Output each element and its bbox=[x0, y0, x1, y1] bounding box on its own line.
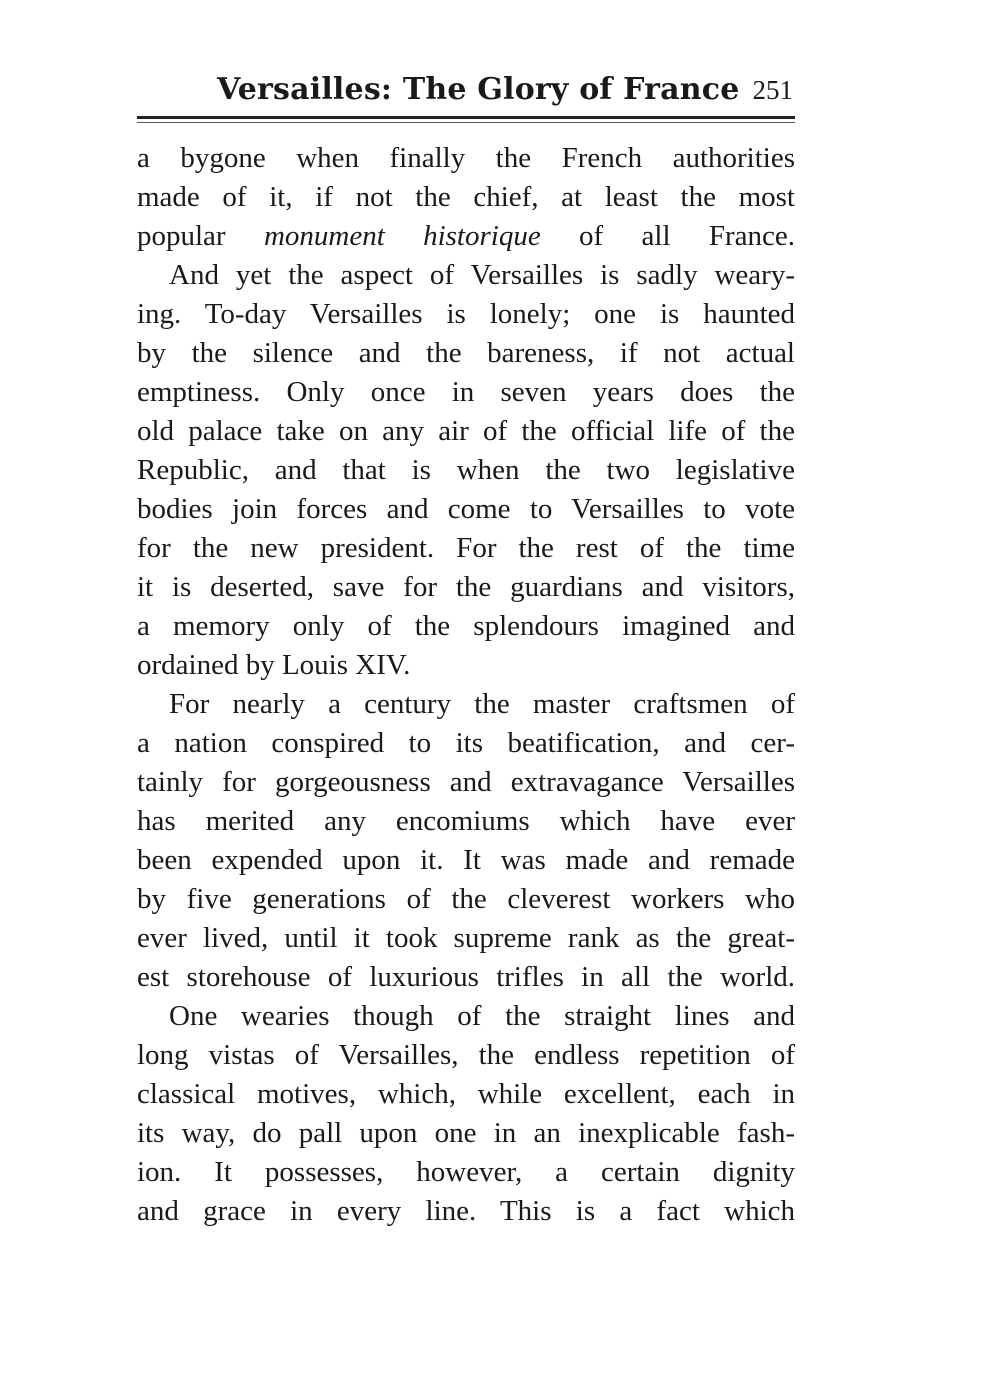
text-line: emptiness. Only once in seven years does the bbox=[137, 376, 795, 408]
text-line: made of it, if not the chief, at least the most bbox=[137, 181, 795, 213]
text-line: for the new president. For the rest of the time bbox=[137, 532, 795, 564]
running-title: Versailles: The Glory of France bbox=[217, 72, 740, 107]
text-line: old palace take on any air of the official life of the bbox=[137, 415, 795, 447]
text-line: its way, do pall upon one in an inexplicable fash- bbox=[137, 1117, 795, 1149]
paragraph-start-line: One wearies though of the straight lines and bbox=[169, 1000, 795, 1032]
text-line: a nation conspired to its beatification, and cer- bbox=[137, 727, 795, 759]
text-line-with-italic bbox=[137, 217, 795, 256]
paragraph-start-line: And yet the aspect of Versailles is sadly weary- bbox=[169, 259, 795, 291]
text-line: long vistas of Versailles, the endless repetition of bbox=[137, 1039, 795, 1071]
header-rule bbox=[137, 116, 795, 119]
header-rule-thin bbox=[137, 122, 795, 123]
text-line: has merited any encomiums which have ever bbox=[137, 805, 795, 837]
text-line: by five generations of the cleverest workers who bbox=[137, 883, 795, 915]
text-line: classical motives, which, while excellent, each in bbox=[137, 1078, 795, 1110]
text-line: tainly for gorgeousness and extravagance Versailles bbox=[137, 766, 795, 798]
text-line: it is deserted, save for the guardians and visitors, bbox=[137, 571, 795, 603]
page-number: 251 bbox=[752, 75, 793, 105]
text-line: been expended upon it. It was made and remade bbox=[137, 844, 795, 876]
text-line: by the silence and the bareness, if not actual bbox=[137, 337, 795, 369]
text-line: ing. To-day Versailles is lonely; one is haunted bbox=[137, 298, 795, 330]
text-segment: of all France. bbox=[579, 220, 796, 252]
paragraph-start-line: For nearly a century the master craftsmen of bbox=[169, 688, 795, 720]
text-line: ever lived, until it took supreme rank as the great- bbox=[137, 922, 795, 954]
text-line: and grace in every line. This is a fact which bbox=[137, 1195, 795, 1227]
italic-phrase: monument historique bbox=[263, 220, 541, 252]
paragraph-end-line: est storehouse of luxurious trifles in all the world. bbox=[137, 961, 795, 993]
paragraph-end-line: ordained by Louis XIV. bbox=[137, 649, 411, 681]
text-line: a memory only of the splendours imagined and bbox=[137, 610, 795, 642]
text-line: bodies join forces and come to Versailles to vote bbox=[137, 493, 795, 525]
text-line: ion. It possesses, however, a certain dignity bbox=[137, 1156, 795, 1188]
running-head bbox=[137, 68, 795, 112]
text-line: Republic, and that is when the two legislative bbox=[137, 454, 795, 486]
body-text bbox=[137, 139, 795, 1231]
text-segment: popular bbox=[137, 220, 226, 252]
text-line: a bygone when finally the French authorities bbox=[137, 142, 795, 174]
